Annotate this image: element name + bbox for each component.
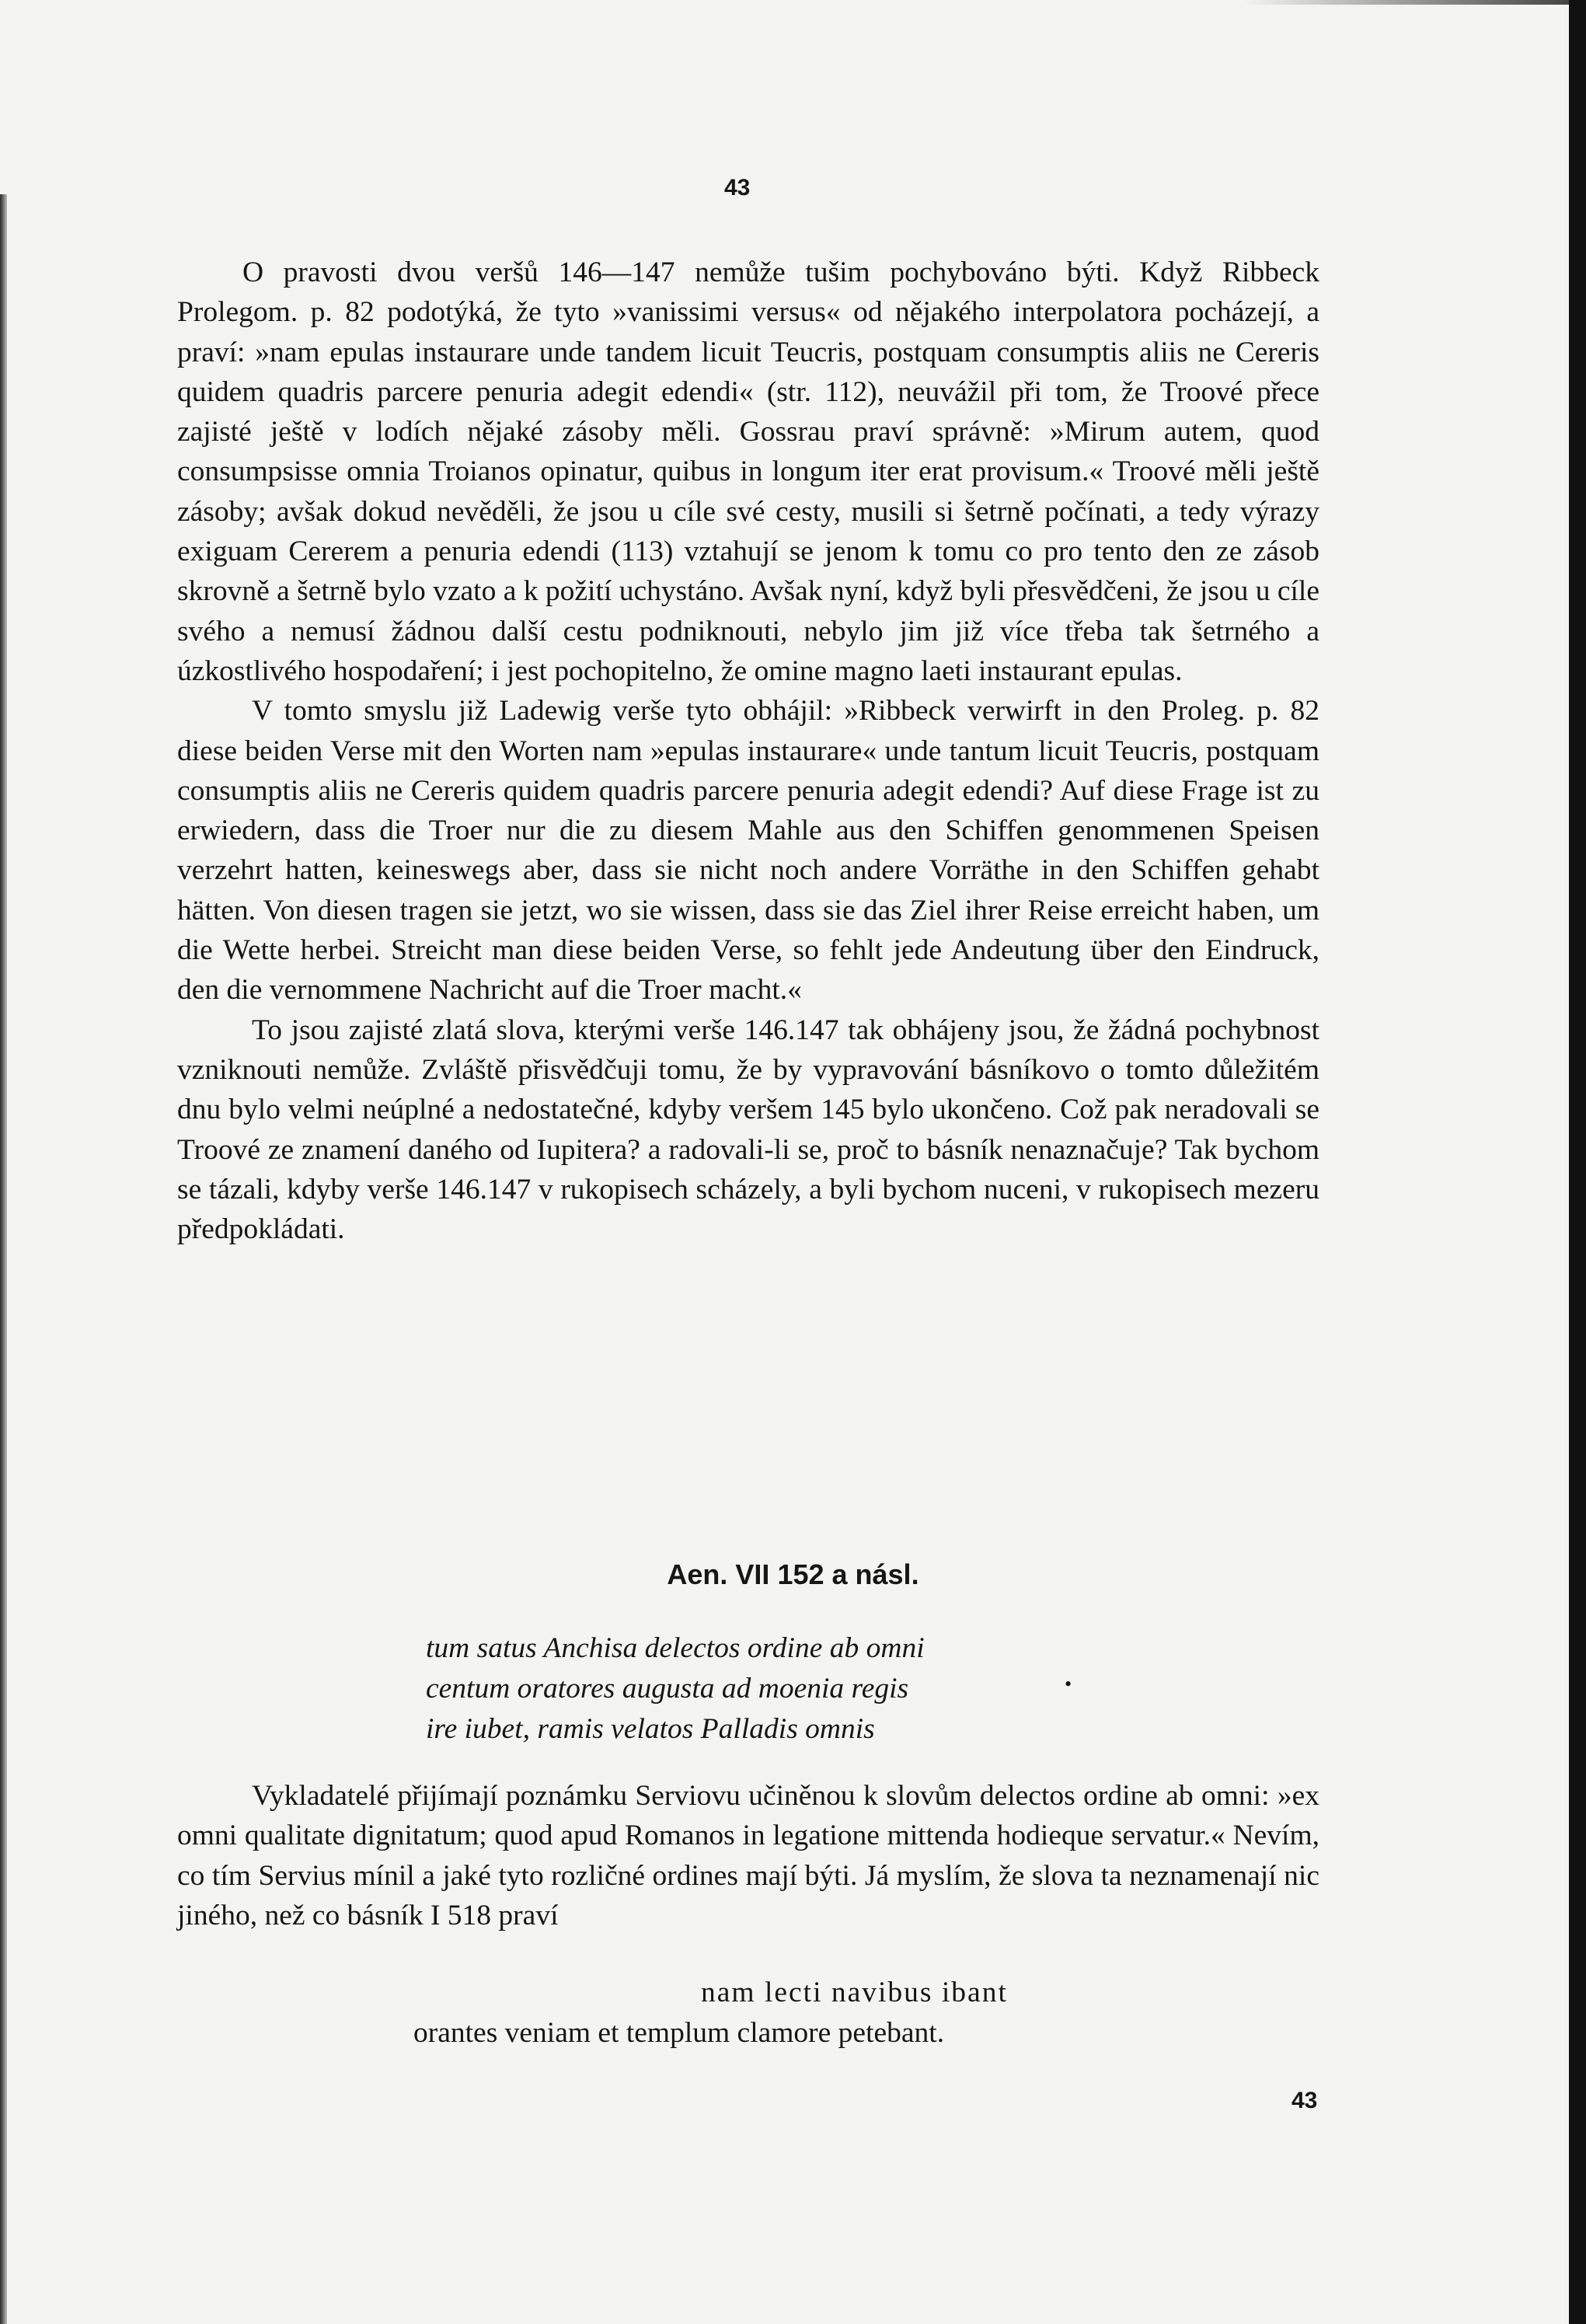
scan-top-edge <box>1243 0 1570 5</box>
paragraph-4: Vykladatelé přijímají poznámku Serviovu učiněnou k slovům delectos ordine ab omni: »ex omni qualitate dignitatum; quod apud Romanos in legatione mittenda hodieque servatur.« Nevím, co tím Servius mínil a jaké tyto rozličné ordines mají býti. Já myslím, že slova ta neznamenají nic jiného, než co básník I 518 praví <box>177 1780 1319 1931</box>
paragraph-1: O pravosti dvou veršů 146—147 nemůže tušim pochybováno býti. Když Ribbeck Prolegom. p. 82 podotýká, že tyto »vanissimi versus« od nějakého interpolatora pocházejí, a praví: »nam epulas instaurare unde tandem licuit Teucris, postquam consumptis aliis ne Cereris quidem quadris parcere penuria adegit edendi« (str. 112), neuvážil při tom, že Troové přece zajisté ještě v lodích nějaké zásoby měli. Gossrau praví správně: »Mirum autem, quod consumpsisse omnia Troianos opinatur, quibus in longum iter erat provisum.« Troové měli ještě zásoby; avšak dokud nevěděli, že jsou u cíle své cesty, musili si šetrně počínati, a tedy výrazy exiguam Cererem a penuria edendi (113) vztahují se jenom k tomu co pro tento den ze zásob skrovně a šetrně bylo vzato a k požití uchystáno. Avšak nyní, když byli přesvědčeni, že jsou u cíle svého a nemusí žádnou další cestu podniknouti, nebylo jim již více třeba tak šetrného a úzkostlivého hospodaření; i jest pochopitelno, že omine magno laeti instaurant epulas. <box>177 256 1319 687</box>
page-number-top: 43 <box>724 175 751 201</box>
verse-line-3: ire iubet, ramis velatos Palladis omnis <box>426 1713 875 1745</box>
commentary-text <box>177 1776 1319 1935</box>
main-text <box>177 253 1319 1249</box>
verse-quotation <box>426 1628 1203 1750</box>
scan-left-edge <box>0 194 7 2324</box>
scan-right-edge <box>1569 0 1586 2324</box>
page-number-bottom: 43 <box>1291 2088 1318 2113</box>
paragraph-3: To jsou zajisté zlatá slova, kterými verše 146.147 tak obhájeny jsou, že žádná pochybnost vzniknouti nemůže. Zvláště přisvědčuji tomu, že by vypravování básníkovo o tomto důležitém dnu bylo velmi neúplné a nedostatečné, kdyby veršem 145 bylo ukončeno. Což pak neradovali se Troové ze znamení daného od Iupitera? a radovali-li se, proč to básník nenaznačuje? Tak bychom se tázali, kdyby verše 146.147 v rukopisech scházely, a byli bychom nuceni, v rukopisech mezeru předpokládati. <box>177 1014 1319 1246</box>
verse-line-1: tum satus Anchisa delectos ordine ab omni <box>426 1632 925 1664</box>
verse-line-2: centum oratores augusta ad moenia regis <box>426 1673 909 1705</box>
quote-line-1: nam lecti navibus ibant <box>701 1977 1008 2008</box>
quote-line-2: orantes veniam et templum clamore petebant. <box>413 2017 945 2049</box>
section-heading: Aen. VII 152 a násl. <box>667 1558 919 1590</box>
paragraph-2: V tomto smyslu již Ladewig verše tyto obhájil: »Ribbeck verwirft in den Proleg. p. 82 diese beiden Verse mit den Worten nam »epulas instaurare« unde tantum licuit Teucris, postquam consumptis aliis ne Cereris quidem quadris parcere penuria adegit edendi? Auf diese Frage ist zu erwiedern, dass die Troer nur die zu diesem Mahle aus den Schiffen genommenen Speisen verzehrt hatten, keineswegs aber, dass sie nicht noch andere Vorräthe in den Schiffen gehabt hätten. Von diesen tragen sie jetzt, wo sie wissen, dass sie das Ziel ihrer Reise erreicht haben, um die Wette herbei. Streicht man diese beiden Verse, so fehlt jede Andeutung über den Eindruck, den die vernommene Nachricht auf die Troer macht.« <box>177 695 1319 1007</box>
bullet-mark: • <box>1065 1673 1072 1695</box>
